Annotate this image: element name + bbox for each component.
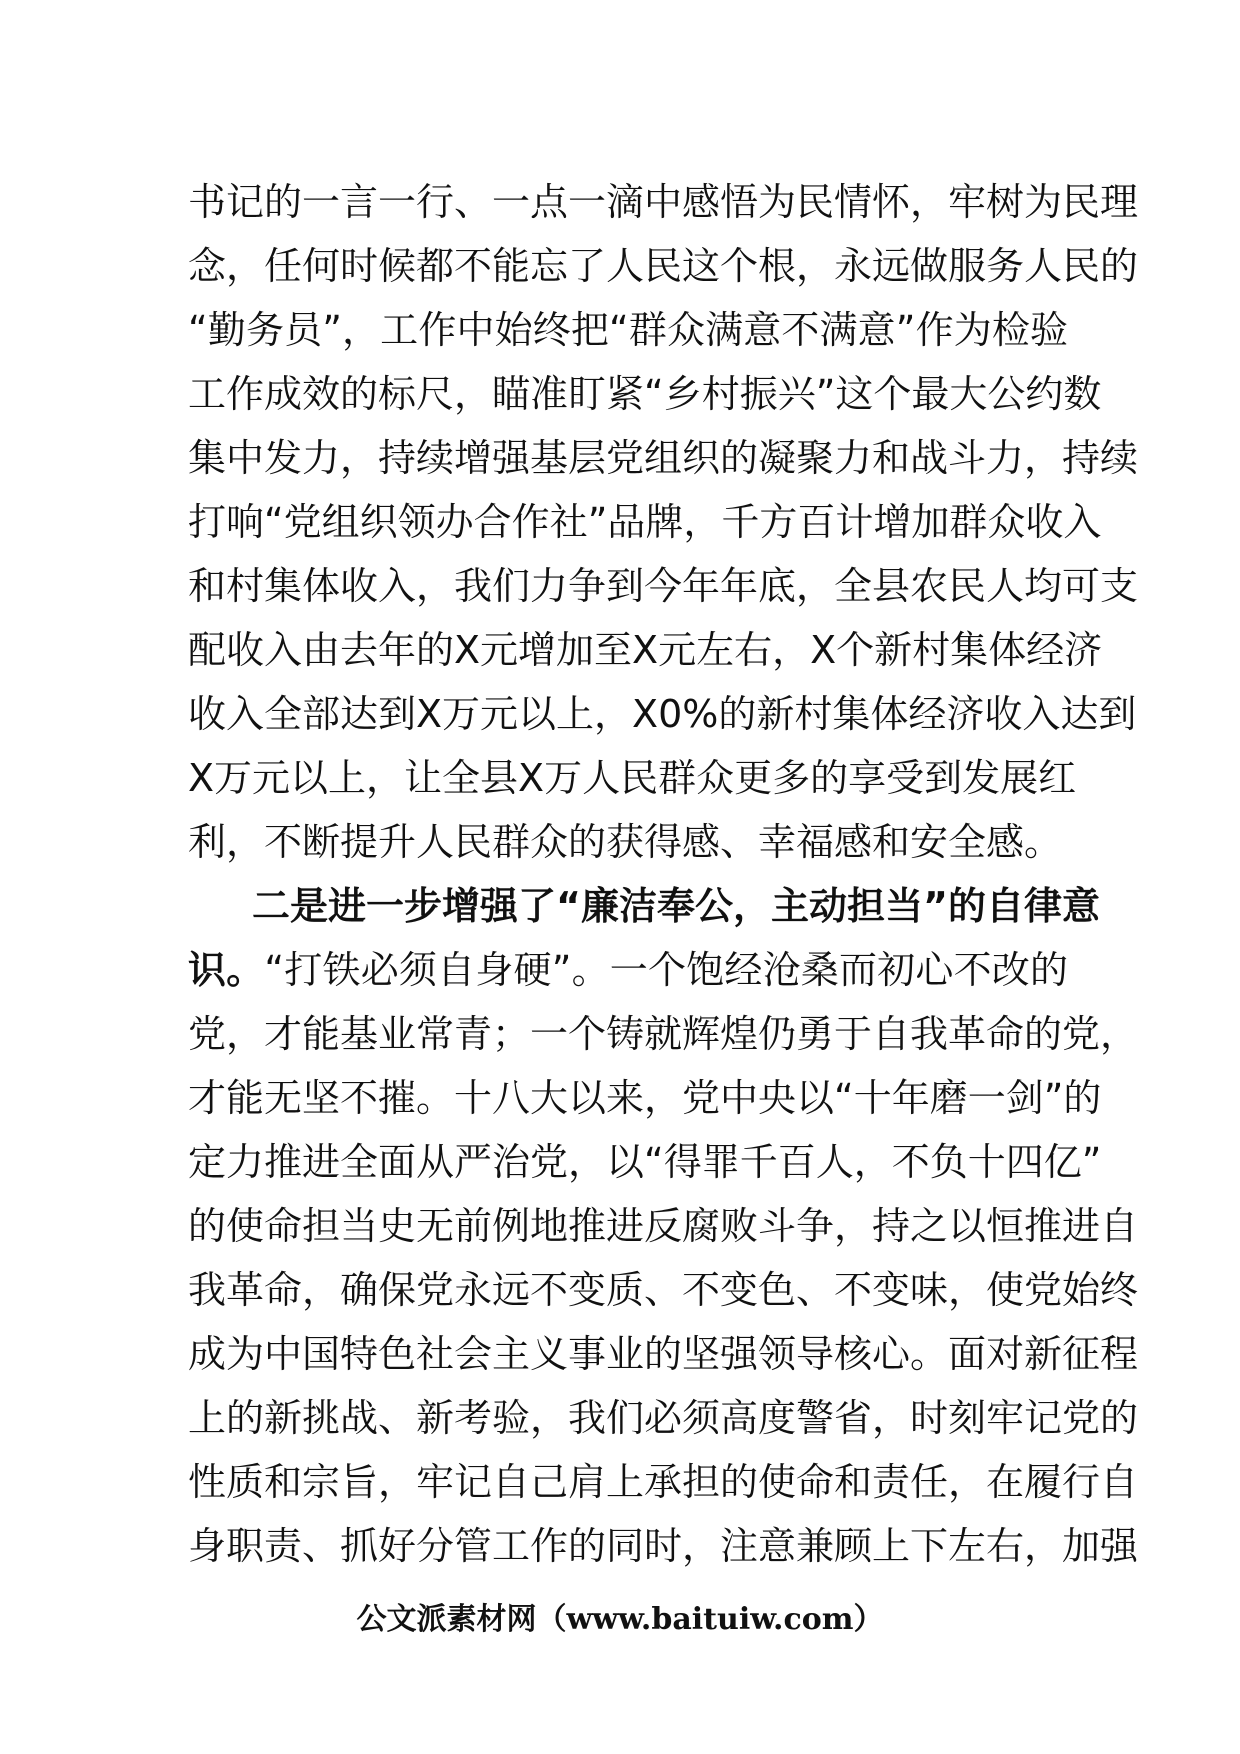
text-line: 书记的一言一行、一点一滴中感悟为民情怀，牢树为民理 bbox=[188, 180, 1139, 224]
body-text bbox=[188, 170, 1139, 1578]
text-line: 工作成效的标尺，瞄准盯紧“乡村振兴”这个最大公约数 bbox=[188, 372, 1102, 416]
text-line bbox=[188, 938, 1068, 1002]
text-line: 性质和宗旨，牢记自己肩上承担的使命和责任，在履行自 bbox=[188, 1460, 1139, 1504]
text-line: 才能无坚不摧。十八大以来，党中央以“十年磨一剑”的 bbox=[188, 1076, 1102, 1120]
text-line: 定力推进全面从严治党，以“得罪千百人，不负十四亿” bbox=[188, 1140, 1102, 1184]
text-line: “勤务员”，工作中始终把“群众满意不满意”作为检验 bbox=[188, 308, 1068, 352]
paragraph-1 bbox=[188, 170, 1139, 874]
text-line: 身职责、抓好分管工作的同时，注意兼顾上下左右，加强 bbox=[188, 1524, 1139, 1568]
text-line-rest: “打铁必须自身硬”。一个饱经沧桑而初心不改的 bbox=[264, 948, 1068, 992]
page-footer: 公文派素材网（www.baituiw.com） bbox=[356, 1602, 884, 1637]
text-line: 我革命，确保党永远不变质、不变色、不变味，使党始终 bbox=[188, 1268, 1139, 1312]
paragraph-2 bbox=[188, 874, 1139, 1578]
text-line: 念，任何时候都不能忘了人民这个根，永远做服务人民的 bbox=[188, 244, 1139, 288]
text-line: 上的新挑战、新考验，我们必须高度警省，时刻牢记党的 bbox=[188, 1396, 1139, 1440]
text-line: 集中发力，持续增强基层党组织的凝聚力和战斗力，持续 bbox=[188, 436, 1139, 480]
text-line: 利，不断提升人民群众的获得感、幸福感和安全感。 bbox=[188, 820, 1063, 864]
paragraph-heading-end: 识。 bbox=[188, 948, 265, 992]
text-line: 收入全部达到X万元以上，X0%的新村集体经济收入达到 bbox=[188, 692, 1137, 736]
text-line: 和村集体收入，我们力争到今年年底，全县农民人均可支 bbox=[188, 564, 1139, 608]
paragraph-heading: 二是进一步增强了“廉洁奉公，主动担当”的自律意 bbox=[252, 884, 1100, 928]
text-line: 配收入由去年的X元增加至X元左右，X个新村集体经济 bbox=[188, 628, 1103, 672]
text-line: X万元以上，让全县X万人民群众更多的享受到发展红 bbox=[188, 756, 1077, 800]
text-line: 打响“党组织领办合作社”品牌，千方百计增加群众收入 bbox=[188, 500, 1102, 544]
text-line: 成为中国特色社会主义事业的坚强领导核心。面对新征程 bbox=[188, 1332, 1139, 1376]
text-line: 党，才能基业常青；一个铸就辉煌仍勇于自我革命的党， bbox=[188, 1012, 1139, 1056]
text-line: 的使命担当史无前例地推进反腐败斗争，持之以恒推进自 bbox=[188, 1204, 1139, 1248]
